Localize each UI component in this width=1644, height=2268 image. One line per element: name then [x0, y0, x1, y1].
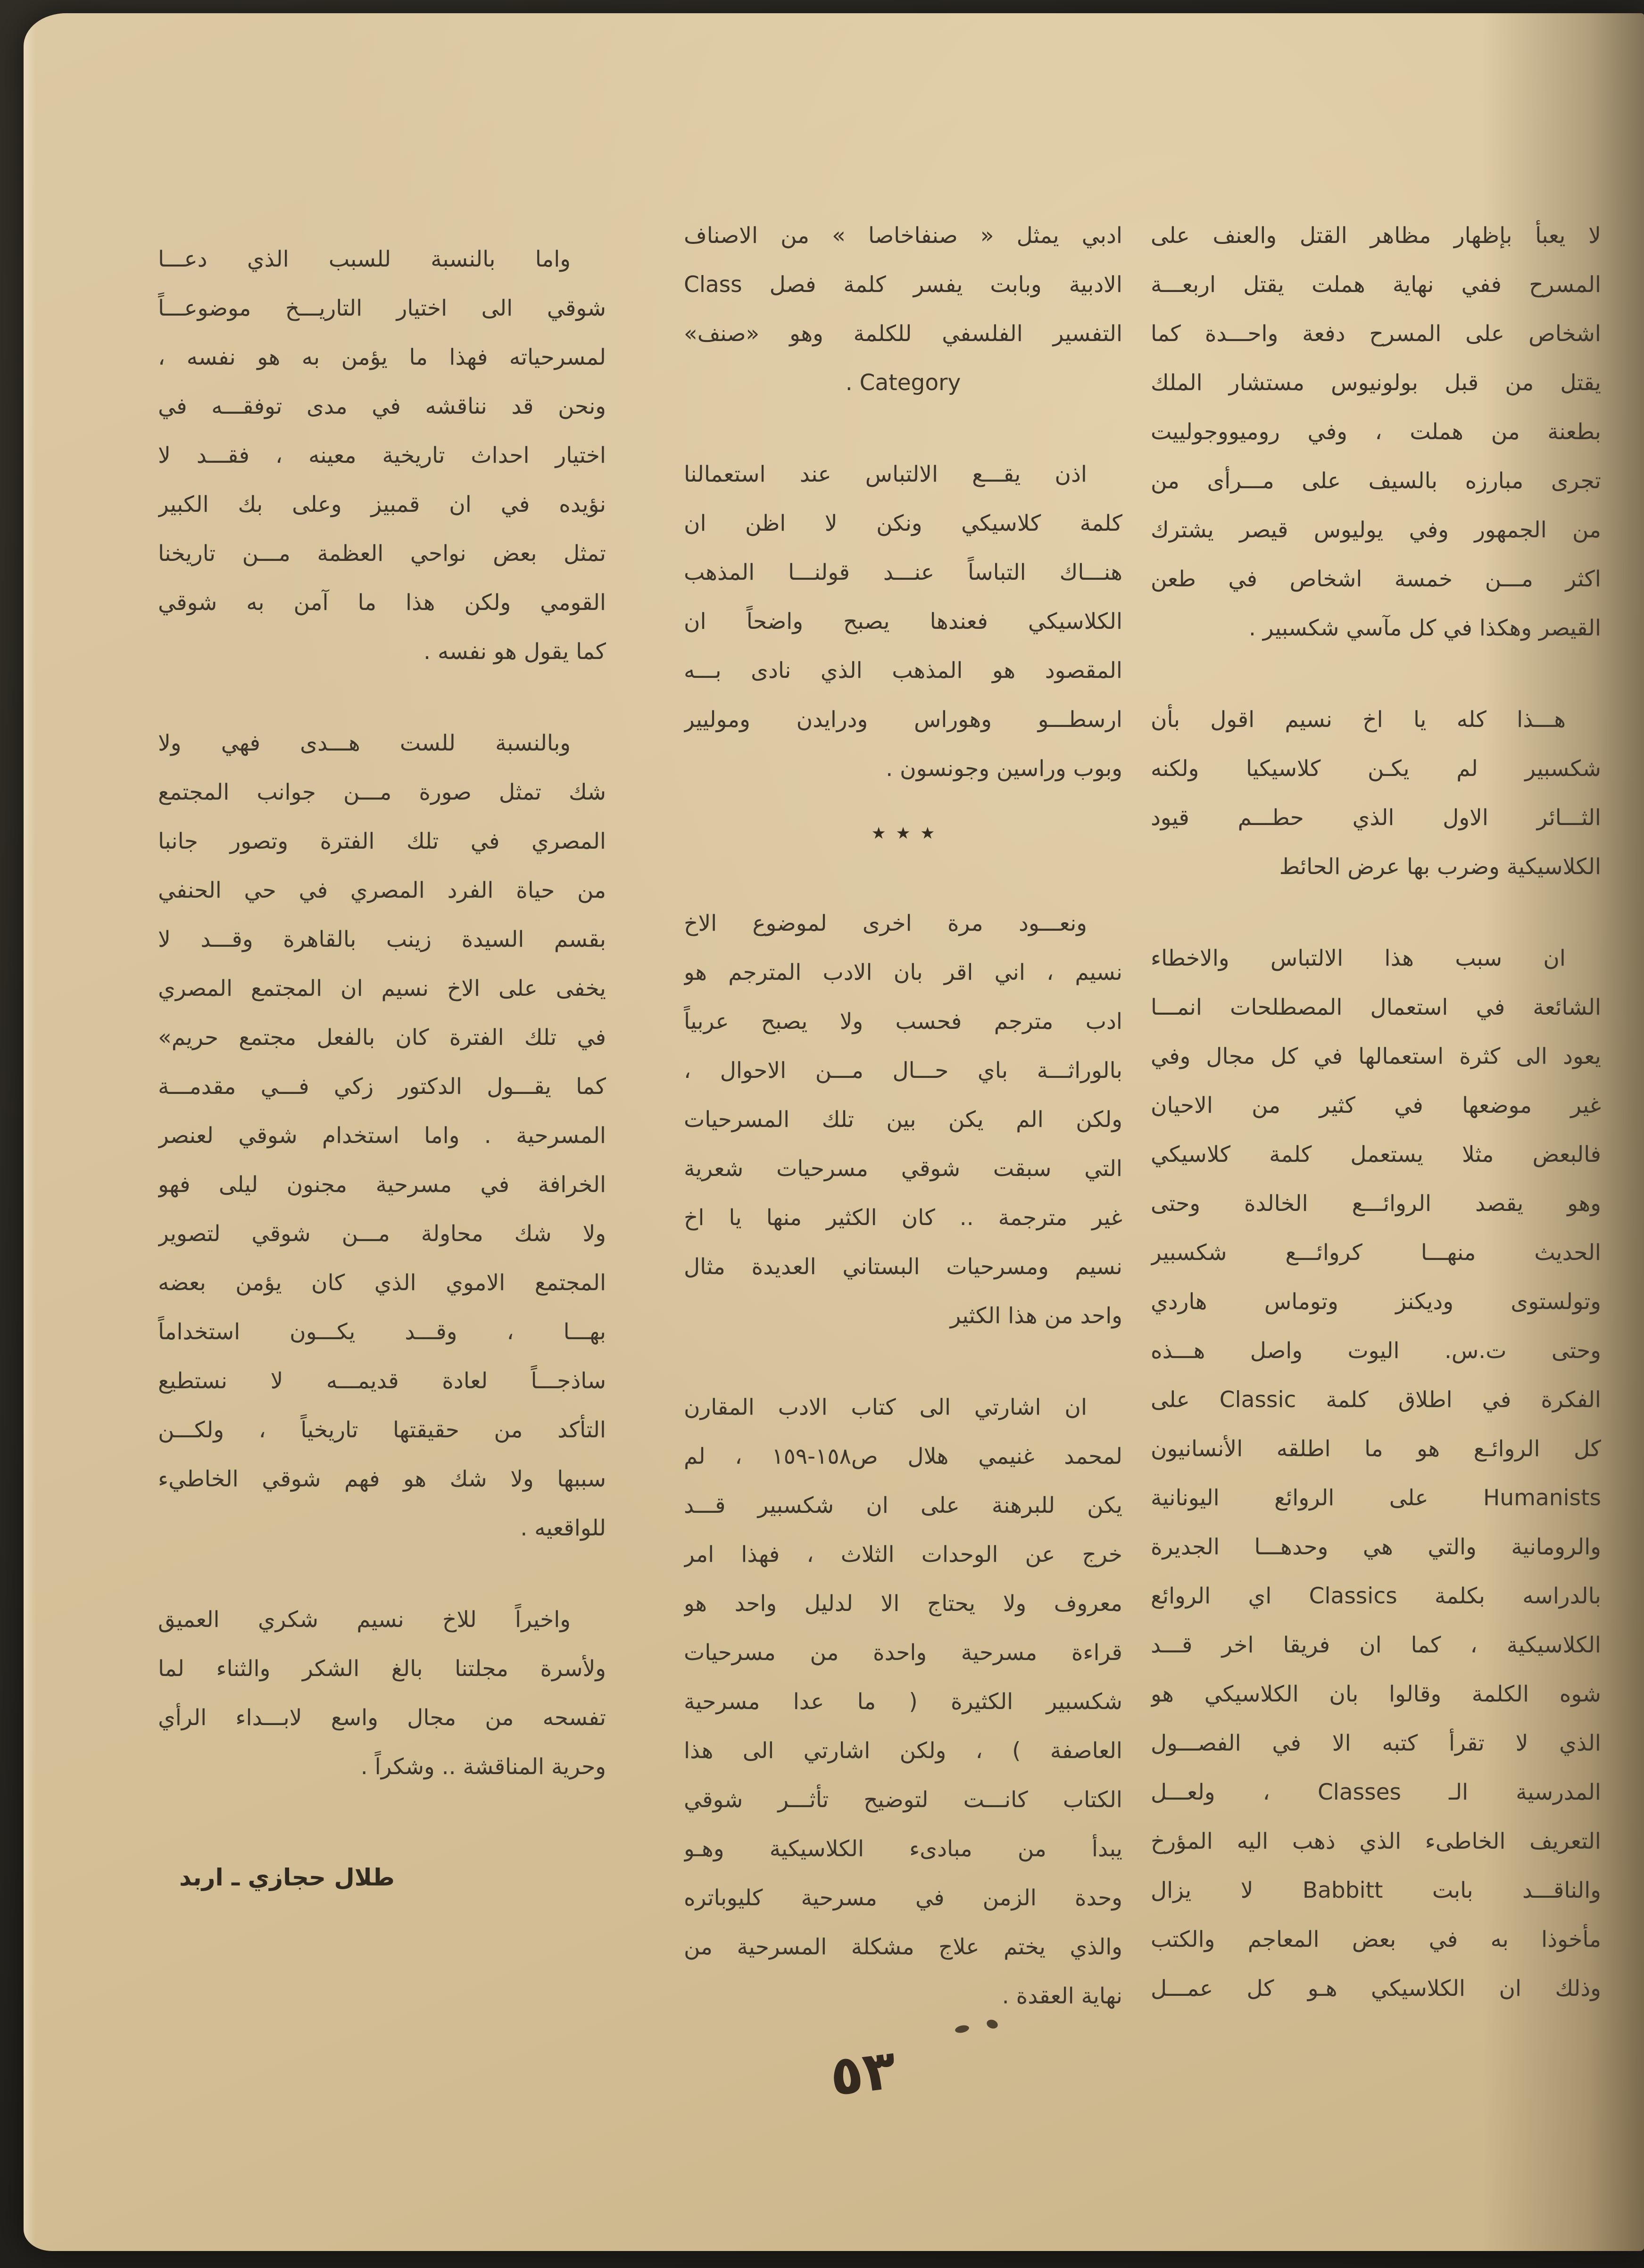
text-line: كلمة كلاسيكي ونكن لا اظن ان — [684, 510, 1122, 536]
text-line: التي سبقت شوقي مسرحيات شعرية — [684, 1156, 1122, 1182]
text-line: شكسبير الكثيرة ( ما عدا مسرحية — [684, 1689, 1122, 1715]
text-line: خرج عن الوحدات الثلاث ، فهذا امر — [684, 1542, 1122, 1568]
text-line: نؤيده في ان قمبيز وعلى بك الكبير — [158, 492, 606, 517]
text-line: الكلاسيكية وضرب بها عرض الحائط — [1279, 854, 1601, 880]
text-line: والرومانية والتي هي وحدهـــا الجديرة — [1151, 1534, 1601, 1560]
page-number: ٥٣ — [826, 2037, 900, 2109]
text-line: نهاية العقدة . — [1002, 1983, 1122, 2009]
text-line: ونحن قد نناقشه في مدى توفقـــه في — [158, 393, 606, 419]
text-line: من الجمهور وفي يوليوس قيصر يشترك — [1151, 517, 1601, 543]
text-line: سببها ولا شك هو فهم شوقي الخاطيء — [158, 1466, 606, 1492]
text-line: القيصر وهكذا في كل مآسي شكسبير . — [1249, 615, 1601, 641]
text-line: نسيم ومسرحيات البستاني العديدة مثال — [684, 1254, 1122, 1280]
text-line: الفكرة في اطلاق كلمة Classic على — [1151, 1387, 1601, 1413]
text-line: واخيراً للاخ نسيم شكري العميق — [158, 1607, 571, 1633]
text-line: يكن للبرهنة على ان شكسبير قـــد — [684, 1493, 1122, 1518]
text-line: ولا شك محاولة مـــن شوقي لتصوير — [158, 1221, 606, 1247]
text-line: ولأسرة مجلتنا بالغ الشكر والثناء لما — [158, 1656, 606, 1682]
text-line: يبدأ من مبادىء الكلاسيكية وهـو — [684, 1836, 1122, 1862]
text-line: ولكن الم يكن بين تلك المسرحيات — [684, 1107, 1122, 1133]
text-line: هنـــاك التباساً عنـــد قولنـــا المذهب — [684, 559, 1122, 585]
text-line: المقصود هو المذهب الذي نادى بـــه — [684, 658, 1122, 684]
text-line: بالدراسه بكلمة Classics اي الروائع — [1151, 1583, 1601, 1609]
section-separator: ٭ ٭ ٭ — [871, 816, 935, 848]
text-line: الخرافة في مسرحية مجنون ليلى فهو — [158, 1172, 606, 1198]
text-line: المصري في تلك الفترة وتصور جانبا — [158, 828, 606, 854]
text-column-middle — [684, 211, 1122, 2021]
text-line: نسيم ، اني اقر بان الادب المترجم هو — [684, 959, 1122, 985]
text-line: التعريف الخاطىء الذي ذهب اليه المؤرخ — [1151, 1828, 1601, 1854]
text-line: وحرية المناقشة .. وشكراً . — [360, 1754, 606, 1780]
text-line: اذن يقـــع الالتباس عند استعمالنا — [684, 461, 1087, 487]
text-line: غير موضعها في كثير من الاحيان — [1151, 1092, 1601, 1118]
text-line: وذلك ان الكلاسيكي هـو كل عمـــل — [1151, 1976, 1601, 2001]
text-line: بهـــا ، وقـــد يكـــون استخداماً — [158, 1319, 606, 1345]
text-line: لمسرحياته فهذا ما يؤمن به هو نفسه ، — [158, 344, 606, 370]
text-line: في تلك الفترة كان بالفعل مجتمع حريم» — [158, 1025, 606, 1051]
text-line: القومي ولكن هذا ما آمن به شوقي — [158, 590, 606, 616]
text-line: وبالنسبة للست هـــدى فهي ولا — [158, 730, 571, 756]
text-line: وبوب وراسين وجونسون . — [886, 756, 1122, 782]
text-line: تجرى مبارزه بالسيف على مـــرأى من — [1151, 468, 1601, 494]
text-line: ادب مترجم فحسب ولا يصبح عربياً — [684, 1009, 1122, 1034]
text-line: فالبعض مثلا يستعمل كلمة كلاسيكي — [1151, 1142, 1601, 1167]
text-line: الكلاسيكية ، كما ان فريقا اخر قـــد — [1151, 1632, 1601, 1658]
text-line: مأخوذا به في بعض المعاجم والكتب — [1151, 1926, 1601, 1952]
text-column-right — [1151, 211, 1601, 2013]
text-line: وحتى ت.س. اليوت واصل هـــذه — [1151, 1338, 1601, 1364]
text-line: المجتمع الاموي الذي كان يؤمن بعضه — [158, 1270, 606, 1296]
text-line: وتولستوى وديكنز وتوماس هاردي — [1151, 1289, 1601, 1315]
text-line: من حياة الفرد المصري في حي الحنفي — [158, 877, 606, 903]
text-line: التفسير الفلسفي للكلمة وهو «صنف» — [684, 321, 1122, 347]
text-line: معروف ولا يحتاج الا لدليل واحد هو — [684, 1591, 1122, 1617]
text-line: تمثل بعض نواحي العظمة مـــن تاريخنا — [158, 541, 606, 567]
text-line: المدرسية الـ Classes ، ولعـــل — [1151, 1779, 1601, 1805]
magazine-page — [24, 13, 1644, 2251]
text-line: بالوراثـــة باي حـــال مـــن الاحوال ، — [684, 1058, 1122, 1084]
text-line: كما يقـــول الدكتور زكي فـــي مقدمـــة — [158, 1074, 606, 1100]
text-line: اكثر مـــن خمسة اشخاص في طعن — [1151, 566, 1601, 592]
text-line: الحديث منهـــا كروائـــع شكسبير — [1151, 1240, 1601, 1266]
text-line: غير مترجمة .. كان الكثير منها يا اخ — [684, 1205, 1122, 1231]
text-line: يقتل من قبل بولونيوس مستشار الملك — [1151, 370, 1601, 396]
text-line: شوقي الى اختيار التاريـــخ موضوعـــاً — [158, 295, 606, 321]
text-line: الثـــائر الاول الذي حطـــم قيود — [1151, 805, 1601, 831]
text-line: المسرح ففي نهاية هملت يقتل اربعـــة — [1151, 272, 1601, 298]
text-line: كل الروائـع هو ما اطلقه الأنسانيون — [1151, 1436, 1601, 1462]
text-line: المسرحية . واما استخدام شوقي لعنصر — [158, 1123, 606, 1149]
text-line: قراءة مسرحية واحدة من مسرحيات — [684, 1640, 1122, 1666]
text-line: وهو يقصد الروائـــع الخالدة وحتى — [1151, 1191, 1601, 1217]
text-line: الشائعة في استعمال المصطلحات انمـــا — [1151, 994, 1601, 1020]
text-line: العاصفة ) ، ولكن اشارتي الى هذا — [684, 1738, 1122, 1764]
text-line: وحدة الزمن في مسرحية كليوباتره — [684, 1885, 1122, 1911]
text-line: شك تمثل صورة مـــن جوانب المجتمع — [158, 779, 606, 805]
text-line: والذي يختم علاج مشكلة المسرحية من — [684, 1934, 1122, 1960]
text-line: الذي لا تقرأ كتبه الا في الفصـــول — [1151, 1730, 1601, 1756]
text-line: هـــذا كله يا اخ نسيم اقول بأن — [1151, 707, 1566, 733]
text-line: بطعنة من هملت ، وفي روميووجولييت — [1151, 419, 1601, 445]
text-line: واما بالنسبة للسبب الذي دعـــا — [158, 246, 571, 272]
text-line: ان اشارتي الى كتاب الادب المقارن — [684, 1394, 1087, 1420]
text-line: يعود الى كثرة استعمالها في كل مجال وفي — [1151, 1043, 1601, 1069]
ink-speck — [955, 2024, 970, 2034]
text-line: Humanists على الروائع اليونانية — [1151, 1485, 1601, 1511]
text-line: ادبي يمثل « صنفاخاصا » من الاصناف — [684, 223, 1122, 249]
text-line: الكتاب كانـــت لتوضيح تأثـــر شوقي — [684, 1787, 1122, 1813]
text-line: يخفى على الاخ نسيم ان المجتمع المصري — [158, 976, 606, 1001]
text-line: شكسبير لم يكـن كلاسيكيا ولكنه — [1151, 756, 1601, 782]
text-line: التأكد من حقيقتها تاريخياً ، ولكـــن — [158, 1417, 606, 1443]
text-line: لا يعبأ بإظهار مظاهر القتل والعنف على — [1151, 223, 1601, 249]
signature-line: طلال حجازي ـ اربد — [179, 1864, 395, 1891]
text-line: لمحمد غنيمي هلال ص١٥٨-١٥٩ ، لم — [684, 1443, 1122, 1469]
text-line: للواقعيه . — [520, 1515, 606, 1541]
text-line: الكلاسيكي فعندها يصبح واضحاً ان — [684, 609, 1122, 634]
text-line: تفسحه من مجال واسع لابـــداء الرأي — [158, 1705, 606, 1731]
text-line: Category . — [845, 370, 961, 396]
text-line: ان سبب هذا الالتباس والاخطاء — [1151, 945, 1566, 971]
text-line: والناقـــد بابت Babbitt لا يزال — [1151, 1877, 1601, 1903]
text-line: ونعـــود مرة اخرى لموضوع الاخ — [684, 910, 1087, 936]
text-line: اختيار احداث تاريخية معينه ، فقـــد لا — [158, 442, 606, 468]
text-line: بقسم السيدة زينب بالقاهرة وقـــد لا — [158, 926, 606, 952]
text-line: ساذجـــاً لعادة قديمـــه لا نستطيع — [158, 1368, 606, 1394]
text-line: واحد من هذا الكثير — [950, 1303, 1122, 1329]
text-line: الادبية وبابت يفسر كلمة فصل Class — [684, 272, 1122, 298]
text-line: ارسطـــو وهوراس ودرايدن وموليير — [684, 707, 1122, 733]
text-column-left — [158, 192, 606, 1902]
text-line: اشخاص على المسرح دفعة واحـــدة كما — [1151, 321, 1601, 347]
text-line: شوه الكلمة وقالوا بان الكلاسيكي هو — [1151, 1681, 1601, 1707]
text-line: كما يقول هو نفسه . — [423, 639, 606, 665]
